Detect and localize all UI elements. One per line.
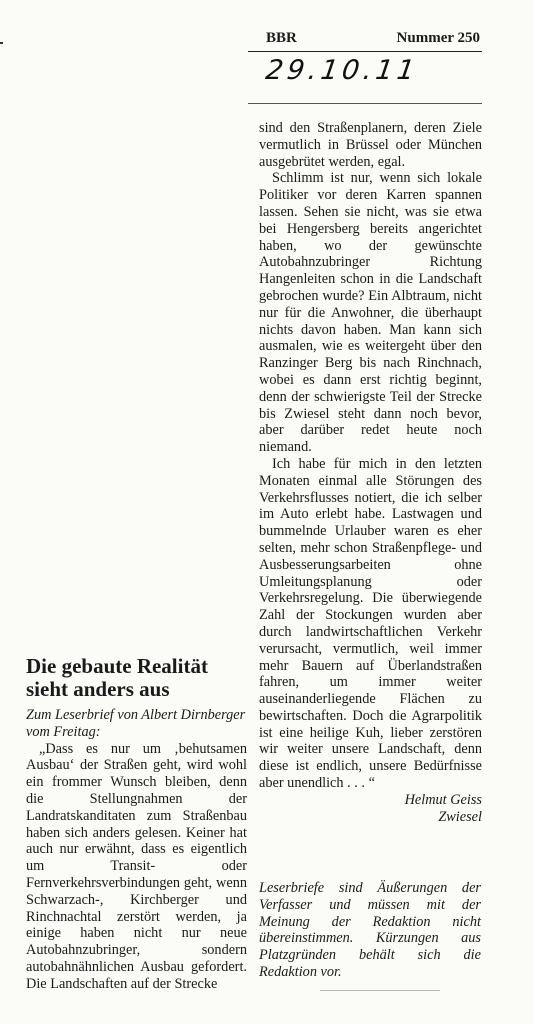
scan-mark	[0, 42, 3, 44]
signature-place: Zwiesel	[438, 808, 482, 825]
date-rule	[248, 103, 482, 104]
paragraph: „Dass es nur um ‚behutsamen Ausbau‘ der Straßen geht, wird wohl ein frommer Wunsch bleiben, denn die Stellungnahmen der Landratskanditaten zum Straßenbau haben sich anders gelesen. Keiner hat auch nur erwähnt, dass es eigentlich um Transit- oder Fernverkehrsverbindungen geht, wenn Schwarzach-, Kirchberger und Rinchnachtal zerstört werden, ja einige haben nicht nur neue Autobahnzubringer, sondern autobahnähnlichen Ausbau gefordert. Die Landschaften auf der Strecke	[26, 740, 247, 992]
article-intro: Zum Leserbrief von Albert Dirnberger vom Freitag:	[26, 707, 246, 740]
publication-name: BBR	[266, 30, 297, 46]
footer-rule	[320, 990, 440, 991]
paragraph: sind den Straßenplanern, deren Ziele vermutlich in Brüssel oder München ausgebrütet werden, egal.	[259, 120, 482, 170]
paragraph: Schlimm ist nur, wenn sich lokale Politiker vor deren Karren spannen lassen. Sehen sie nicht, was sie etwa bei Hengersberg bereits angerichtet haben, wo der gewünschte Autobahnzubringer Richtung Hangenleiten schon in die Landschaft gebrochen wurde? Ein Albtraum, nicht nur für die Anwohner, die überhaupt nichts davon haben. Man kann sich ausmalen, wie es weitergeht über den Ranzinger Berg bis nach Rinchnach, wobei es dann erst richtig beginnt, denn der schwierigste Teil der Strecke bis Zwiesel steht dann noch bevor, aber darüber redet heute noch niemand.	[259, 170, 482, 456]
left-column	[26, 655, 247, 993]
handwritten-date: 29.10.11	[263, 55, 421, 86]
issue-number: Nummer 250	[396, 30, 480, 46]
signature-name: Helmut Geiss	[404, 791, 482, 808]
right-column	[259, 120, 482, 825]
editorial-disclaimer	[259, 880, 481, 981]
header-rule	[248, 51, 482, 52]
page-header	[266, 30, 480, 50]
disclaimer-text: Leserbriefe sind Äußerungen der Verfasser und müssen mit der Meinung der Redaktion nicht übereinstimmen. Kürzungen aus Platzgründen behält sich die Redaktion vor.	[259, 880, 481, 980]
paragraph: Ich habe für mich in den letzten Monaten einmal alle Störungen des Verkehrsflusses notiert, die ich selber im Auto erlebt habe. Lastwagen und bummelnde Urlauber waren es eher selten, mehr schon Straßenpflege- und Ausbesserungsarbeiten ohne Umleitungsplanung oder Verkehrsregelung. Die überwiegende Zahl der Stockungen wurden aber durch landwirtschaftlichen Verkehr verursacht, vermutlich, weil immer mehr Bauern auf Überlandstraßen fahren, um immer weiter auseinanderliegende Flächen zu bewirtschaften. Doch die Agrarpolitik ist eine heilige Kuh, lieber zerstören wir weiter unsere Landschaft, denn diese ist endlich, unsere Bedürfnisse aber unendlich . . . “	[259, 455, 482, 792]
article-headline: Die gebaute Realität sieht anders aus	[26, 654, 208, 701]
